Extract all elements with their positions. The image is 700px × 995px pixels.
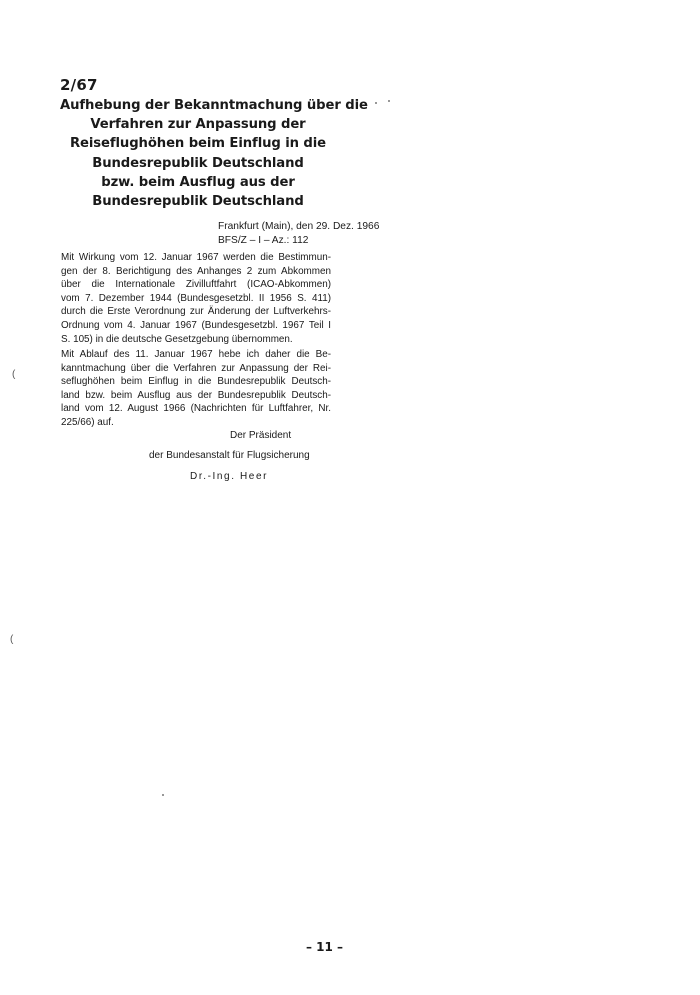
paragraph-line: Mit Ablauf des 11. Januar 1967 hebe ich daher die Be- <box>61 349 331 360</box>
paragraph-line: 225/66) auf. <box>61 416 114 428</box>
scan-speck <box>388 100 390 102</box>
paragraph-line: Ordnung vom 4. Januar 1967 (Bundesgesetzbl. 1967 Teil I <box>61 319 331 331</box>
notice-number: 2/67 <box>60 76 98 94</box>
paragraph-line: Mit Wirkung vom 12. Januar 1967 werden die Bestimmun- <box>61 252 331 263</box>
paragraph-line: land bzw. beim Ausflug aus der Bundesrepublik Deutsch- <box>61 389 331 401</box>
title-line: Reiseflughöhen beim Einflug in die <box>69 136 327 152</box>
scan-margin-mark: ( <box>12 369 16 380</box>
place-date: Frankfurt (Main), den 29. Dez. 1966 <box>218 221 380 232</box>
title-line: bzw. beim Ausflug aus der <box>101 174 295 190</box>
page-number: – 11 – <box>306 940 344 954</box>
paragraph-line: kanntmachung über die Verfahren zur Anpassung der Rei- <box>61 362 331 374</box>
paragraph-2 <box>61 348 331 430</box>
title-line: Bundesrepublik Deutschland <box>92 155 304 171</box>
dateline <box>218 220 379 247</box>
reference-number: BFS/Z – I – Az.: 112 <box>218 234 309 246</box>
notice-title <box>60 96 368 211</box>
signature-title: Der Präsident <box>230 430 292 441</box>
signature-office: der Bundesanstalt für Flugsicherung <box>149 450 310 461</box>
paragraph-line: über die Internationale Zivilluftfahrt (ICAO-Abkommen) <box>61 279 331 291</box>
paragraph-line: gen der 8. Berichtigung des Anhanges 2 zum Abkommen <box>61 265 331 277</box>
paragraph-line: seflughöhen beim Einflug in die Bundesrepublik Deutsch- <box>61 376 331 388</box>
paragraph-line: vom 7. Dezember 1944 (Bundesgesetzbl. II 1956 S. 411) <box>61 292 331 304</box>
paragraph-line: durch die Erste Verordnung zur Änderung der Luftverkehrs- <box>61 306 331 318</box>
title-line: Bundesrepublik Deutschland <box>92 194 304 210</box>
title-line: Aufhebung der Bekanntmachung über die <box>60 98 368 113</box>
scan-speck <box>162 794 164 796</box>
paragraph-line: land vom 12. August 1966 (Nachrichten für Luftfahrer, Nr. <box>61 403 331 415</box>
signature-name: Dr.-Ing. Heer <box>190 471 269 482</box>
title-line: Verfahren zur Anpassung der <box>90 117 306 133</box>
scan-margin-mark: ( <box>10 634 14 645</box>
paragraph-1 <box>61 251 331 346</box>
scan-speck <box>375 102 377 104</box>
paragraph-line: S. 105) in die deutsche Gesetzgebung übernommen. <box>61 333 293 345</box>
